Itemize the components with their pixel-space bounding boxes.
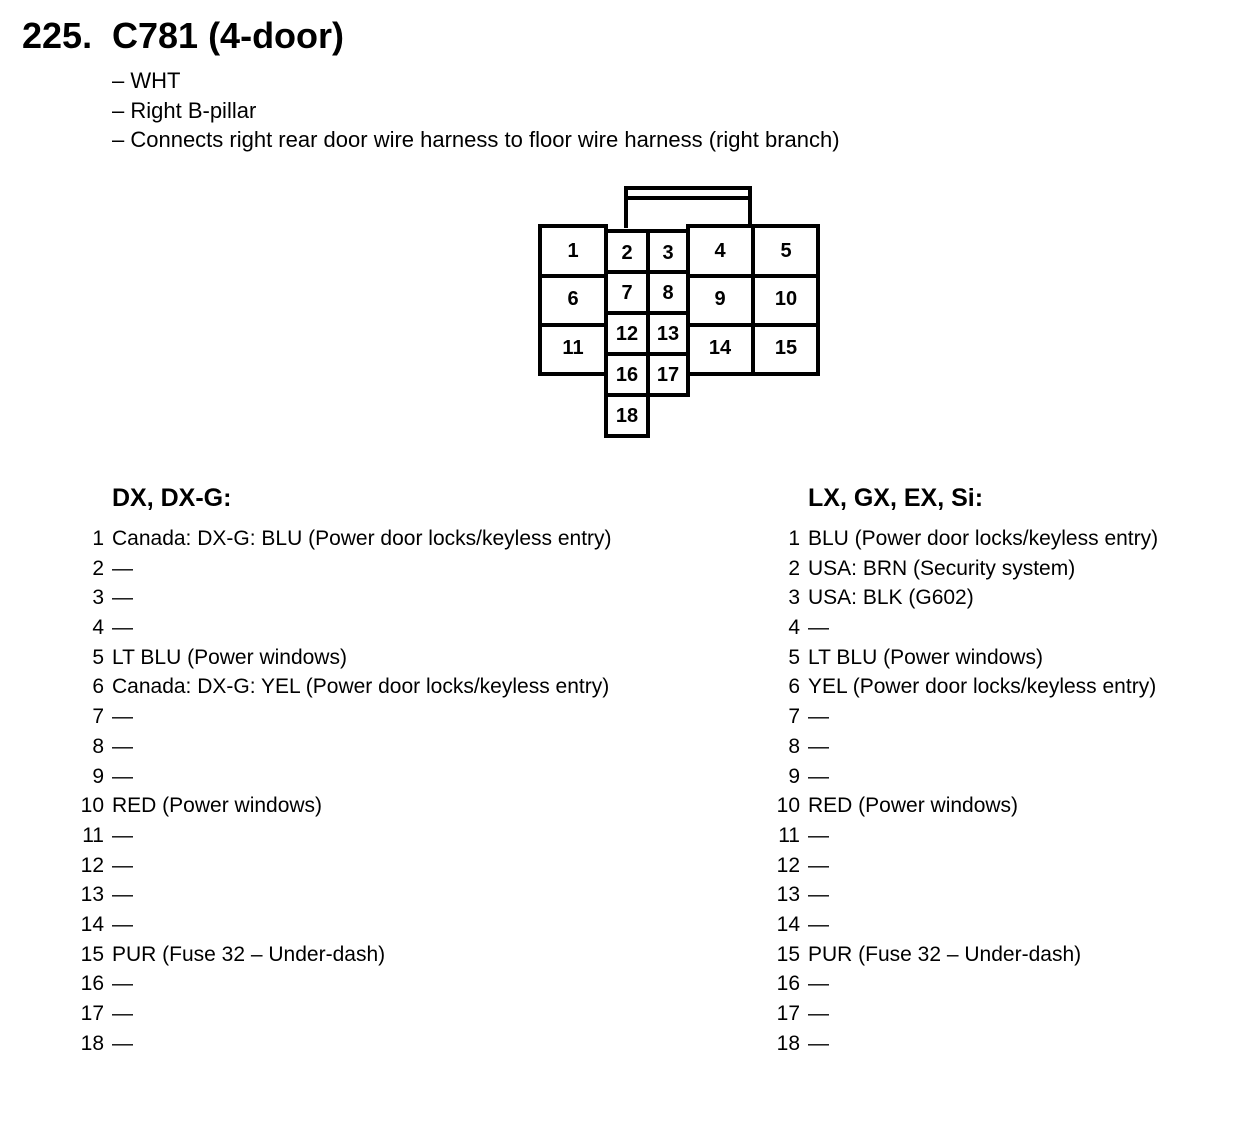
pin-row [76,554,676,584]
pin-description: — [808,912,829,936]
pin-row [76,583,676,613]
pin-description: LT BLU (Power windows) [112,645,347,669]
pin-row [76,762,676,792]
pin-number: 15 [776,942,800,966]
pin-number: 11 [778,823,800,847]
pin-number: 3 [788,586,800,610]
pin-row [772,732,1232,762]
pin-description: PUR (Fuse 32 – Under-dash) [112,942,386,966]
pin-description: — [112,556,133,580]
pin-row [76,643,676,673]
pin-description: — [112,1002,133,1025]
pin-number: 17 [80,1002,104,1025]
pin-number: 6 [788,675,800,699]
pin-row [772,999,1232,1029]
pin-row [772,940,1232,970]
page-title [22,14,344,58]
pin-description: — [112,883,133,907]
pin-row [76,524,676,554]
pin-number: 8 [788,734,800,758]
pin-row [772,762,1232,792]
pin-row [76,910,676,940]
pin-description: — [112,705,133,729]
cavity-label-13: 13 [656,323,680,345]
pin-row [772,851,1232,881]
dx-column-heading: DX, DX-G: [112,484,232,512]
pin-row [76,969,676,999]
pin-number: 1 [92,527,104,550]
pin-row [772,702,1232,732]
pin-description: — [808,972,829,996]
pin-row [76,702,676,732]
pin-number: 18 [776,1031,800,1055]
pin-number: 12 [776,853,800,877]
pin-row [76,851,676,881]
pin-description: — [808,883,829,907]
connector-location: – Right B-pillar [112,97,257,123]
pin-description: Canada: DX-G: BLU (Power door locks/keyless entry) [112,527,612,550]
pin-row [772,524,1232,554]
pin-row [772,1029,1232,1059]
pin-number: 14 [776,912,800,936]
pin-description: — [112,972,133,996]
connector-details [112,66,840,155]
pin-number: 18 [80,1031,104,1055]
pin-number: 13 [80,883,104,907]
pin-description: PUR (Fuse 32 – Under-dash) [808,942,1082,966]
cavity-label-1: 1 [567,240,579,262]
pin-row [76,791,676,821]
pin-description: — [112,616,133,640]
pin-number: 4 [788,616,800,640]
pin-description: — [808,705,829,729]
pin-number: 15 [80,942,104,966]
pin-description: — [112,734,133,758]
connector-number: 225. [22,15,93,56]
cavity-label-14: 14 [708,337,732,359]
pin-description: — [808,1031,829,1055]
connector-title: C781 (4-door) [112,15,345,56]
pin-row [76,940,676,970]
cavity-label-10: 10 [774,288,798,310]
pin-row [76,880,676,910]
pin-number: 10 [80,794,104,818]
cavity-label-4: 4 [714,240,726,262]
pin-number: 14 [80,912,104,936]
pin-row [772,880,1232,910]
cavity-label-7: 7 [621,282,633,304]
pin-description: — [808,1002,829,1025]
pin-row [76,821,676,851]
cavity-label-8: 8 [662,282,674,304]
pin-number: 6 [92,675,104,699]
pin-number: 12 [80,853,104,877]
cavity-label-12: 12 [615,323,639,345]
pin-description: RED (Power windows) [112,794,323,818]
pin-number: 3 [92,586,104,610]
pin-number: 13 [776,883,800,907]
pin-number: 2 [788,556,800,580]
pin-description: — [112,853,133,877]
pin-number: 7 [92,705,104,729]
pin-number: 9 [92,764,104,788]
pin-row [772,583,1232,613]
pin-description: YEL (Power door locks/keyless entry) [808,675,1157,699]
pin-description: — [808,823,829,847]
pin-description: — [112,912,133,936]
pin-description: — [112,764,133,788]
connector-face-diagram [530,178,830,442]
pin-row [772,821,1232,851]
cavity-label-11: 11 [562,337,584,359]
pin-description: — [112,823,133,847]
pin-description: — [808,734,829,758]
pin-number: 7 [788,705,800,729]
pin-description: USA: BRN (Security system) [808,556,1076,580]
cavity-label-5: 5 [780,240,792,262]
pin-row [772,791,1232,821]
pin-number: 11 [82,823,104,847]
pin-row [76,999,676,1029]
pin-number: 10 [776,794,800,818]
pin-description: — [112,1031,133,1055]
cavity-label-18: 18 [615,405,639,427]
pin-description: — [808,764,829,788]
pin-row [772,643,1232,673]
cavity-label-3: 3 [662,242,674,264]
pin-number: 16 [776,972,800,996]
dx-pin-list [76,524,676,1058]
pin-description: RED (Power windows) [808,794,1019,818]
pin-row [772,554,1232,584]
pin-row [76,732,676,762]
lx-column-heading: LX, GX, EX, Si: [808,484,984,512]
pin-row [772,910,1232,940]
pin-number: 2 [92,556,104,580]
pin-number: 16 [80,972,104,996]
pin-row [772,969,1232,999]
pin-description: BLU (Power door locks/keyless entry) [808,527,1159,550]
cavity-label-17: 17 [656,364,680,386]
pin-number: 9 [788,764,800,788]
pin-row [76,1029,676,1059]
connector-color: – WHT [112,68,181,93]
pin-row [76,672,676,702]
pin-number: 8 [92,734,104,758]
pin-number: 4 [92,616,104,640]
connector-lock-tab [626,188,750,226]
cavity-label-2: 2 [621,242,633,264]
pin-description: USA: BLK (G602) [808,586,974,610]
pin-row [772,672,1232,702]
lx-pin-list [772,524,1232,1058]
pin-description: — [808,853,829,877]
connector-function: – Connects right rear door wire harness to floor wire harness (right branch) [112,127,840,152]
pin-description: — [808,616,829,640]
pin-number: 17 [776,1002,800,1025]
cavity-label-6: 6 [567,288,579,310]
pin-description: Canada: DX-G: YEL (Power door locks/keyless entry) [112,675,610,699]
pin-number: 1 [788,527,800,550]
pin-description: — [112,586,133,610]
pin-number: 5 [92,645,104,669]
pin-description: LT BLU (Power windows) [808,645,1043,669]
cavity-label-9: 9 [714,288,726,310]
pin-row [772,613,1232,643]
pin-row [76,613,676,643]
cavity-label-15: 15 [774,337,798,359]
pin-number: 5 [788,645,800,669]
cavity-label-16: 16 [615,364,639,386]
